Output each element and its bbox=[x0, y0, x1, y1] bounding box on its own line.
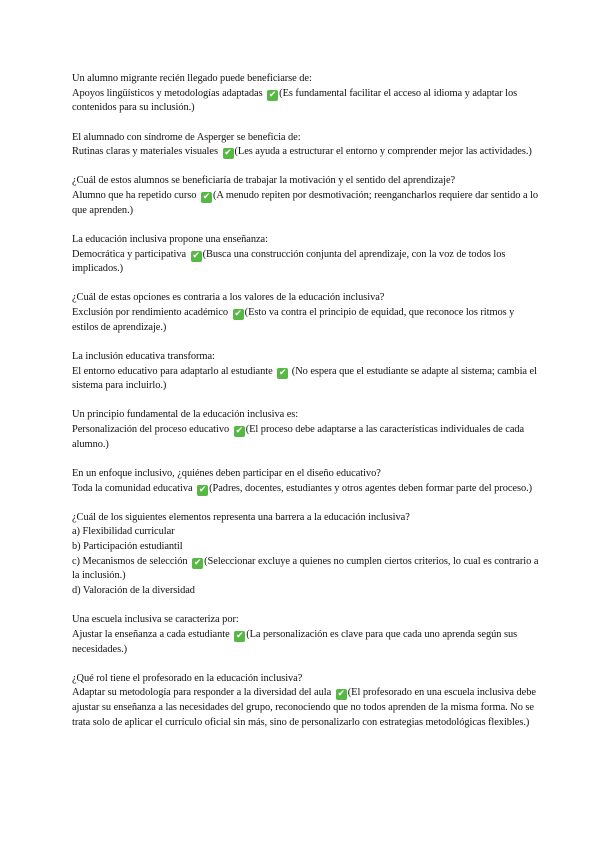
answer-text: Alumno que ha repetido curso bbox=[72, 190, 197, 201]
answer-line bbox=[72, 145, 540, 160]
check-mark-icon: ✔ bbox=[235, 630, 244, 641]
question-text: La educación inclusiva propone una enseñanza: bbox=[72, 233, 268, 245]
answer-text: Rutinas claras y materiales visuales bbox=[72, 146, 218, 158]
answer-line bbox=[72, 87, 540, 116]
explanation-text: (El proceso debe adaptarse a las características individuales de cada alumno.) bbox=[72, 424, 525, 450]
check-mark-icon: ✔ bbox=[192, 250, 200, 261]
question-block bbox=[72, 350, 540, 394]
answer-text: Exclusión por rendimiento académico bbox=[72, 307, 229, 318]
check-mark-icon: ✔ bbox=[193, 557, 202, 568]
explanation-text: (Busca una construcción conjunta del aprendizaje, con la voz de todos los implicados.) bbox=[72, 248, 506, 275]
question-block bbox=[72, 233, 540, 277]
question-text: La inclusión educativa transforma: bbox=[72, 350, 215, 362]
check-mark-icon: ✔ bbox=[337, 689, 345, 700]
option-c-correct bbox=[72, 555, 540, 584]
explanation-text: (Es fundamental facilitar el acceso al idioma y adaptar los contenidos para su inclusión.) bbox=[72, 87, 518, 114]
question-block bbox=[72, 511, 540, 599]
answer-line bbox=[72, 189, 540, 218]
check-mark-icon: ✔ bbox=[278, 367, 287, 378]
question-block bbox=[72, 174, 540, 218]
question-block bbox=[72, 291, 540, 335]
explanation-text: (El profesorado en una escuela inclusiva debe ajustar su enseñanza a las necesidades del grupo, reconociendo que no todos aprenden de la misma forma. No se trata solo de aplicar el currículo oficial sin más, sino de personalizarlo con estrategias metodológicas flexibles.) bbox=[72, 687, 536, 728]
answer-line bbox=[72, 423, 540, 452]
question-text: El alumnado con síndrome de Asperger se beneficia de: bbox=[72, 131, 301, 143]
question-text: ¿Cuál de estas opciones es contraria a los valores de la educación inclusiva? bbox=[72, 292, 385, 304]
answer-text: Democrática y participativa bbox=[72, 248, 187, 260]
question-block bbox=[72, 672, 540, 731]
answer-line bbox=[72, 628, 540, 657]
answer-line bbox=[72, 686, 540, 730]
answer-text: Ajustar la enseñanza a cada estudiante bbox=[72, 628, 230, 640]
option-a: a) Flexibilidad curricular bbox=[72, 526, 175, 538]
explanation-text: (A menudo repiten por desmotivación; reengancharlos requiere dar sentido a lo que aprenden.) bbox=[72, 190, 539, 216]
answer-line bbox=[72, 482, 540, 497]
option-text: c) Mecanismos de selección bbox=[72, 555, 188, 567]
question-block bbox=[72, 408, 540, 452]
option-b: b) Participación estudiantil bbox=[72, 541, 183, 552]
question-text: Un principio fundamental de la educación inclusiva es: bbox=[72, 409, 299, 421]
answer-text: Personalización del proceso educativo bbox=[72, 424, 230, 435]
answer-line bbox=[72, 365, 540, 394]
explanation-text: (Les ayuda a estructurar el entorno y comprender mejor las actividades.) bbox=[234, 146, 532, 158]
answer-text: Toda la comunidad educativa bbox=[72, 482, 193, 494]
answer-text: El entorno educativo para adaptarlo al estudiante bbox=[72, 365, 273, 377]
question-text: ¿Qué rol tiene el profesorado en la educación inclusiva? bbox=[72, 672, 303, 684]
question-text: ¿Cuál de estos alumnos se beneficiaría de trabajar la motivación y el sentido del aprendizaje? bbox=[72, 175, 456, 187]
explanation-text: (La personalización es clave para que cada uno aprenda según sus necesidades.) bbox=[72, 628, 518, 655]
answer-text: Adaptar su metodología para responder a la diversidad del aula bbox=[72, 687, 332, 699]
explanation-text: (Esto va contra el principio de equidad, que reconoce los ritmos y estilos de aprendizaje.) bbox=[72, 307, 515, 333]
check-mark-icon: ✔ bbox=[268, 89, 277, 100]
check-mark-icon: ✔ bbox=[198, 484, 207, 495]
question-text: En un enfoque inclusivo, ¿quiénes deben participar en el diseño educativo? bbox=[72, 467, 381, 479]
answer-text: Apoyos lingüísticos y metodologías adaptadas bbox=[72, 87, 263, 99]
question-text: Un alumno migrante recién llegado puede beneficiarse de: bbox=[72, 73, 312, 84]
question-block bbox=[72, 467, 540, 496]
explanation-text: (Seleccionar excluye a quienes no cumplen ciertos criterios, lo cual es contrario a la inclusión.) bbox=[72, 555, 539, 582]
explanation-text: (Padres, docentes, estudiantes y otros agentes deben formar parte del proceso.) bbox=[209, 482, 533, 494]
question-block bbox=[72, 613, 540, 657]
check-mark-icon: ✔ bbox=[202, 192, 211, 202]
check-mark-icon: ✔ bbox=[224, 148, 232, 159]
question-block bbox=[72, 131, 540, 160]
check-mark-icon: ✔ bbox=[235, 426, 243, 436]
question-text: ¿Cuál de los siguientes elementos representa una barrera a la educación inclusiva? bbox=[72, 511, 410, 523]
check-mark-icon: ✔ bbox=[234, 309, 242, 319]
answer-line bbox=[72, 248, 540, 277]
question-block bbox=[72, 72, 540, 116]
option-d: d) Valoración de la diversidad bbox=[72, 585, 195, 597]
explanation-text: (No espera que el estudiante se adapte al sistema; cambia el sistema para incluirlo.) bbox=[72, 365, 537, 392]
answer-line bbox=[72, 306, 540, 335]
question-text: Una escuela inclusiva se caracteriza por: bbox=[72, 614, 239, 626]
